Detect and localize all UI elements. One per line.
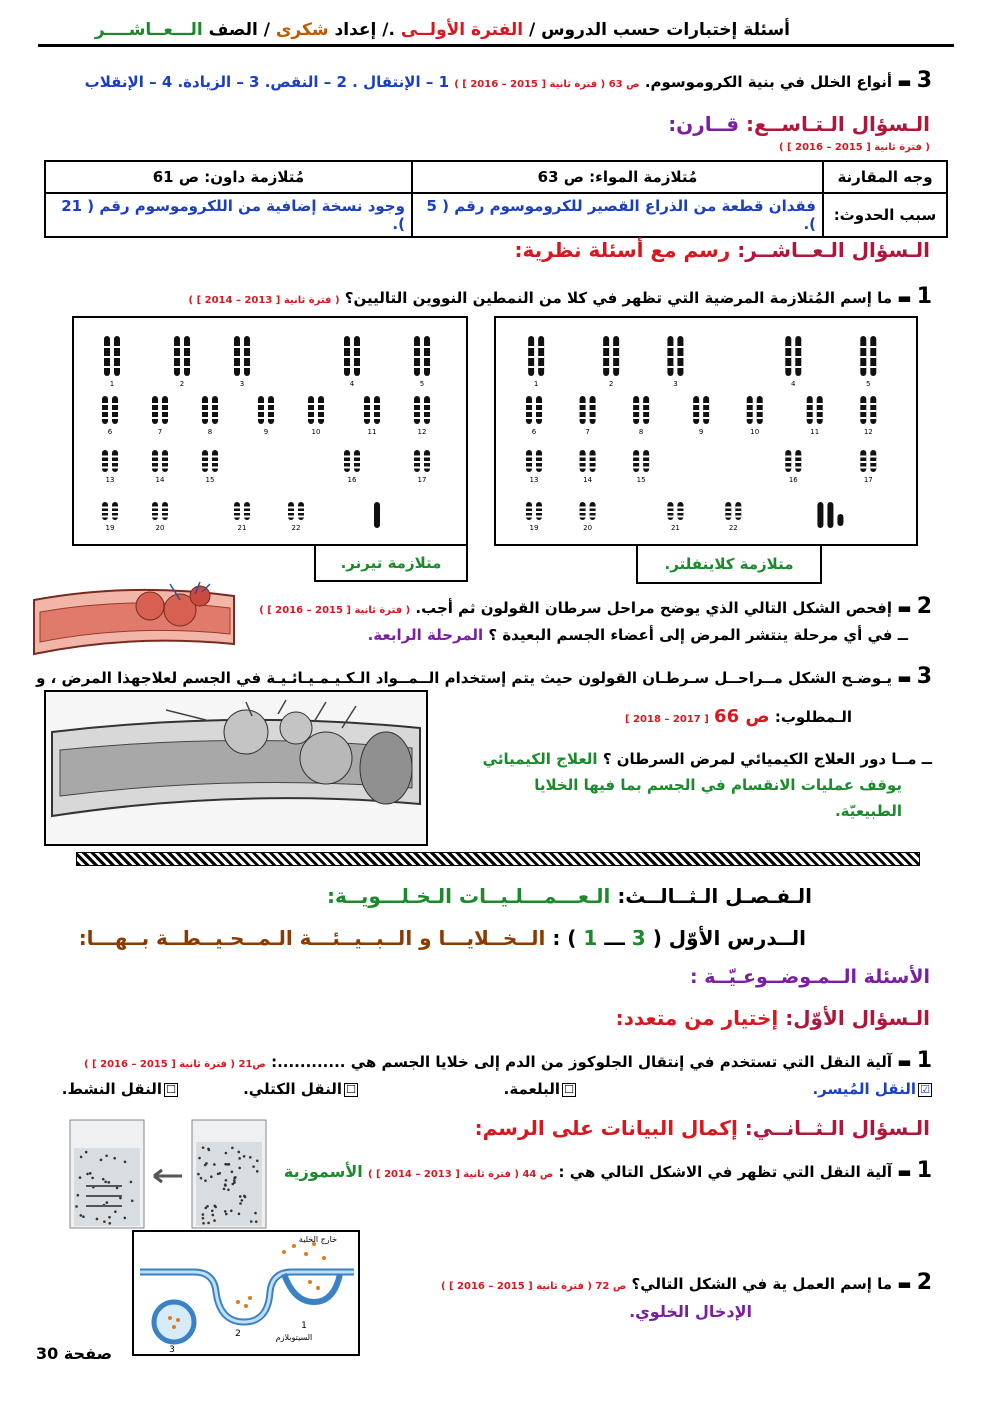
header-text: ./ إعداد [334,20,395,40]
chromosome-number: 5 [866,380,871,388]
question-source: ص 63 ( فترة ثانية [ 2015 – 2016 ] ) [454,79,640,90]
sub-question-text: في أي مرحلة ينتشر المرض إلى أعضاء الجسم البعيدة ؟ [488,626,893,644]
chromosome-number: 20 [155,524,165,532]
lesson-close: ) : [552,926,577,950]
section-title: الـسؤال الأوّل: [785,1006,930,1030]
question-answer: الإدخال الخلوي. [629,1302,752,1321]
chromosome-number: 7 [585,428,590,436]
chromosome-number: 1 [533,380,539,388]
chromosome-pair [580,450,596,484]
chromosome-number: 17 [863,476,873,484]
question-number: 2 [916,594,932,619]
chromosome-pair [414,336,430,388]
option-label: النقل النشط. [61,1080,162,1098]
chromosome-number: 7 [157,428,163,436]
chromosome-number: 21 [237,524,247,532]
chromosome-number: 16 [788,476,798,484]
chromosome-pair [526,450,542,484]
required-label: الـمطلوب: [774,708,852,726]
chromosome-pair [258,396,274,436]
chromosome-pair [580,396,596,436]
question-osmosis: 1 ▬ آلية النقل التي تظهر في الاشكل التالي هي : ص 44 ( فترة ثانية [ 2013 – 2014 ] ) الأسموزية [283,1158,932,1183]
section-separator [76,852,920,866]
chromosome-pair [344,450,360,484]
question-karyotype: 1 ▬ ما إسم المُتلازمة المرضية التي تظهر في كلا من النمطين النووين التاليين؟ ( فترة ثانية [ 2013 – 2014 ] ) [188,284,932,309]
sub-question: ــ في أي مرحلة ينتشر المرض إلى أعضاء الجسم البعيدة ؟ المرحلة الرابعة. [367,626,908,644]
option-label: النقل الكتلي. [243,1080,342,1098]
chromosome-number: 12 [417,428,427,436]
chromosome-number: 15 [636,476,646,484]
chromosome-pair [785,450,801,484]
table-header-cell: مُتلازمة داون: ص 61 [45,161,412,193]
mcq-option[interactable] [504,1080,576,1098]
sub-question-answer-line: الطبيعيّة. [834,802,902,820]
chromosome-number: 1 [109,380,115,388]
karyotype-image [496,318,916,544]
sub-question-answer: العلاج الكيميائي [482,750,598,768]
figure-label: 2 [235,1329,241,1339]
chromosome-pair [860,336,876,388]
lesson-title: الــخــلايـــا و الــبــيــئـــة الـمــحـيــطــة بــهـــا: [78,926,546,950]
chromosome-pair [102,502,118,532]
chromosome-number: 4 [791,380,796,388]
chromosome-pair [344,336,360,388]
chromosome-pair [152,450,168,484]
colon-cancer-image-small [30,580,238,660]
chromosome-pair [785,336,801,388]
chromosome-pair [104,336,120,388]
header-divider [38,44,954,47]
figure-label: 1 [301,1321,307,1331]
chromosome-pair [288,502,304,532]
question-number: 3 [916,664,932,689]
chromosome-number: 9 [698,428,704,436]
chromosome-pair [234,502,250,532]
chromosome-number: 15 [205,476,215,484]
chromosome-number: 20 [583,524,593,532]
chromosome-pair [414,450,430,484]
question-text: ما إسم العمل ية في الشكل التالي؟ [631,1275,893,1293]
section-action: رسم مع أسئلة نظرية: [514,238,731,262]
section-action: قــارن: [668,112,740,136]
chromosome-number: 14 [155,476,165,484]
answer-label-turner: متلازمة تيرنر. [314,544,468,582]
question-number: 2 [916,1270,932,1295]
table-header-row [45,161,947,193]
question-text: آلية النقل التي تظهر في الاشكل التالي هي : [558,1163,893,1181]
sub-question: ــ مــا دور العلاج الكيميائي لمرض السرطان ؟ العلاج الكيميائي [482,750,932,768]
section-source: ( فترة ثانية [ 2015 – 2016 ] ) [779,142,930,153]
chromosome-pair [174,336,190,388]
question-source: ص 44 ( فترة ثانية [ 2013 – 2014 ] ) [367,1169,554,1180]
chromosome-pair [633,396,649,436]
table-header-cell: وجه المقارنة [823,161,947,193]
chromosome-number: 21 [670,524,680,532]
chromosome-number: 14 [583,476,593,484]
question-source: ( فترة ثانية [ 2015 – 2016 ] ) [259,605,411,616]
question-text: يـوضـح الشكل مــراحــل سـرطـان القولون حيث يتم إستخدام الــمــواد الـكـيـمـيـائـيـة في الجسم لعلاجهذا المرض ، و [36,669,893,687]
chromosome-number: 13 [105,476,115,484]
comparison-table [44,160,948,238]
chromosome-number: 2 [608,380,614,388]
chromosome-pair [747,396,763,436]
chromosome-number: 19 [529,524,539,532]
section-title: الـسؤال الـعــاشــر: [737,238,930,262]
section-q10-title [514,238,930,262]
chromosome-pair [807,396,823,436]
chapter-title: الـعـــمـــلـيــات الـخـلـــويــة: [327,884,611,908]
question-source: ص21 ( فترة ثانية [ 2015 – 2016 ] ) [84,1059,266,1070]
chromosome-pair [234,336,250,388]
section-action: إكمال البيانات على الرسم: [474,1116,738,1140]
chromosome-number: 19 [105,524,115,532]
chromosome-pair [725,502,741,532]
sex-chromosomes [817,502,843,528]
checkbox-icon[interactable]: ☐ [164,1083,178,1097]
chromosome-number: 11 [367,428,377,436]
checked-box-icon[interactable]: ☑ [918,1083,932,1097]
chromosome-number: 16 [347,476,357,484]
question-answer: الأسموزية [283,1162,363,1181]
chromosome-number: 13 [529,476,539,484]
chromosome-number: 12 [863,428,873,436]
chromosome-number: 2 [179,380,185,388]
page-header [94,20,790,40]
chapter-heading [327,884,812,908]
karyotype-panel-left [72,316,468,546]
question-text: أنواع الخلل في بنية الكروموسوم. [644,73,893,91]
chromosome-pair [152,502,168,532]
page-ref: ص 66 [714,706,770,727]
checkbox-icon[interactable]: ☐ [344,1083,358,1097]
section-diagram-title [475,1116,930,1140]
chromosome-number: 8 [638,428,644,436]
lesson-label: الــدرس الأوّل ( [652,926,806,950]
sub-question-answer-line: يوقف عمليات الانقسام في الجسم بما فيها الخلايا [534,776,902,794]
osmosis-figure [46,1112,292,1232]
colon-cancer-image-large [44,690,428,846]
chromosome-number: 6 [531,428,537,436]
question-answer: 1 – الإنتقال . 2 – النقص. 3 – الزيادة. 4 – الإنقلاب [84,73,449,91]
chromosome-number: 11 [810,428,820,436]
header-author: شكرى [275,20,329,40]
question-text: إفحص الشكل التالي الذي يوضح مراحل سرطان القولون ثم أجب. [415,599,893,617]
chromosome-pair [364,396,380,436]
objective-heading: الأسئلة الــمـوضــوعـيّــة : [690,966,930,988]
table-row [45,193,947,237]
chromosome-number: 3 [239,380,245,388]
question-glucose: 1 ▬ آلية النقل التي تستخدم في إنتقال الجلوكوز من الدم إلى خلايا الجسم هي ............: ص21 ( فترة ثانية [ 2015 – 2016 ] ) [84,1048,932,1073]
lesson-heading [79,926,806,950]
chromosome-pair [693,396,709,436]
answer-label-klinefelter: متلازمة كلاينفلتر. [636,544,822,584]
figure-label: خارج الخلية [298,1235,338,1244]
chromosome-pair [860,396,876,436]
chromosome-pair [603,336,619,388]
lesson-number: 1 [583,926,598,950]
lesson-number: 3 [631,926,646,950]
page-number: صفحة 30 [36,1344,113,1363]
sex-chromosomes [374,502,380,528]
question-source: [ 2017 – 2018 ] [625,714,709,725]
question-chromosome-defects: 3 ▬ أنواع الخلل في بنية الكروموسوم. ص 63 ( فترة ثانية [ 2015 – 2016 ] ) 1 – الإنتقال . 2 – النقص. 3 – الزيادة. 4 – الإنقلاب [84,68,932,93]
table-cell: فقدان قطعة من الذراع القصير للكروموسوم رقم ( 5 ). [412,193,823,237]
table-row-label: سبب الحدوث: [823,193,947,237]
figure-label: السيتوبلازم [275,1333,313,1342]
section-mcq-title [616,1006,930,1030]
chromosome-number: 4 [349,380,355,388]
question-text: آلية النقل التي تستخدم في إنتقال الجلوكوز من الدم إلى خلايا الجسم هي ............: [271,1053,893,1071]
chromosome-pair [528,336,544,388]
section-q9-title [668,112,930,136]
option-label: البلعمة. [503,1080,560,1098]
question-number: 3 [916,68,932,93]
chromosome-pair [308,396,324,436]
header-period: الفترة الأولــى [400,20,524,40]
header-grade: الـــعــاشــــر [94,20,203,40]
chromosome-pair [633,450,649,484]
chromosome-pair [102,396,118,436]
question-colon-stages: 2 ▬ إفحص الشكل التالي الذي يوضح مراحل سرطان القولون ثم أجب. ( فترة ثانية [ 2015 – 2016 ] ) [259,594,932,619]
header-text: / الصف [208,20,270,40]
mcq-option[interactable] [243,1080,358,1098]
chapter-label: الـفـصـل الـثــالــث: [617,884,812,908]
sub-question-answer: المرحلة الرابعة. [367,626,484,644]
karyotype-image [74,318,466,544]
chromosome-pair [526,502,542,532]
chromosome-pair [152,396,168,436]
chromosome-pair [102,450,118,484]
question-number: 1 [916,284,932,309]
section-title: الـسؤال الـثــانــي: [744,1116,930,1140]
header-text: أسئلة إختبارات حسب الدروس / [528,20,790,40]
chromosome-number: 3 [673,380,678,388]
required-line [625,706,852,727]
chromosome-number: 10 [311,428,321,436]
checkbox-icon[interactable]: ☐ [562,1083,576,1097]
chromosome-pair [860,450,876,484]
question-source: ( فترة ثانية [ 2013 – 2014 ] ) [188,295,340,306]
chromosome-number: 10 [750,428,760,436]
chromosome-number: 6 [107,428,113,436]
question-number: 1 [916,1158,932,1183]
chromosome-number: 9 [263,428,269,436]
question-number: 1 [916,1048,932,1073]
question-chemotherapy: 3 ▬ يـوضـح الشكل مــراحــل سـرطـان القولون حيث يتم إستخدام الــمــواد الـكـيـمـيـائـيـة في الجسم لعلاجهذا المرض ، و [36,664,932,689]
chromosome-number: 5 [419,380,425,388]
figure-label: 3 [169,1345,175,1354]
mcq-option-correct[interactable] [812,1080,932,1098]
chromosome-number: 17 [417,476,427,484]
mcq-option[interactable] [62,1080,178,1098]
question-text: ما إسم المُتلازمة المرضية التي تظهر في كلا من النمطين النووين التاليين؟ [344,289,893,307]
chromosome-pair [580,502,596,532]
chromosome-pair [526,396,542,436]
chromosome-pair [202,450,218,484]
chromosome-pair [414,396,430,436]
chromosome-pair [202,396,218,436]
chromosome-number: 22 [728,524,738,532]
option-label: النقل المُيسر. [812,1080,916,1098]
section-action: إختيار من متعدد: [615,1006,779,1030]
chromosome-pair [667,336,683,388]
lesson-dash: ـــ [604,926,625,950]
karyotype-panel-right [494,316,918,546]
table-cell: وجود نسخة إضافية من اللكروموسوم رقم ( 21 ). [45,193,412,237]
chromosome-number: 8 [207,428,213,436]
sub-question-text: مــا دور العلاج الكيميائي لمرض السرطان ؟ [602,750,917,768]
question-endocytosis: 2 ▬ ما إسم العمل ية في الشكل التالي؟ ص 72 ( فترة ثانية [ 2015 – 2016 ] ) [440,1270,932,1295]
section-title: الـسؤال الـتـاســع: [746,112,930,136]
chromosome-pair [667,502,683,532]
table-header-cell: مُتلازمة المواء: ص 63 [412,161,823,193]
endocytosis-figure [132,1230,360,1356]
question-source: ص 72 ( فترة ثانية [ 2015 – 2016 ] ) [440,1281,627,1292]
chromosome-number: 22 [291,524,301,532]
